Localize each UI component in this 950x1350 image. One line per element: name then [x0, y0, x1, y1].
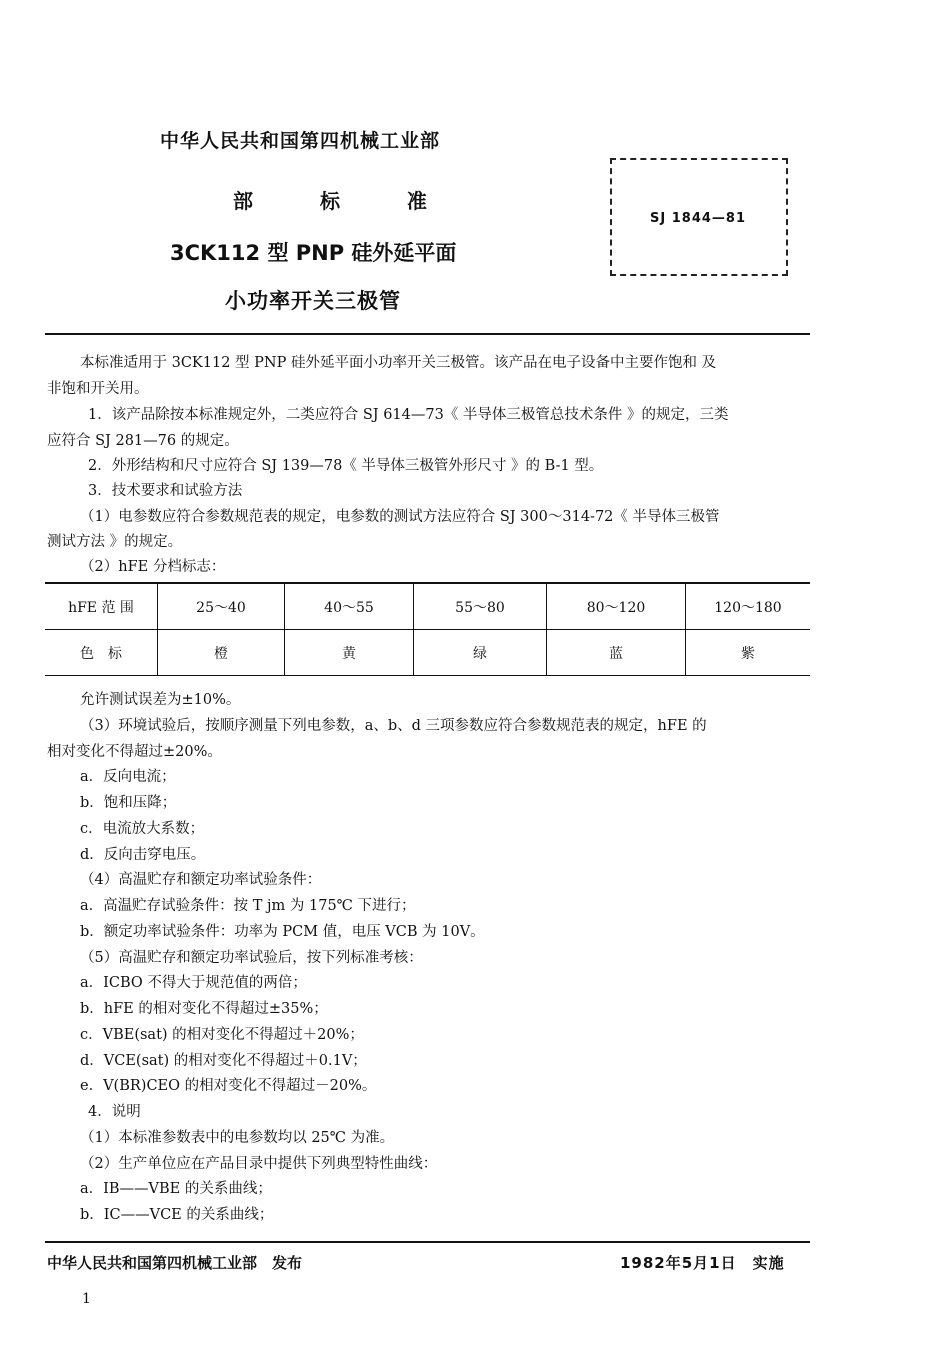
page-number: 1: [82, 1291, 91, 1307]
top-divider: [45, 333, 810, 335]
issuing-ministry: 中华人民共和国第四机械工业部: [160, 130, 441, 152]
bottom-divider: [45, 1241, 810, 1243]
title-line-1: 3CK112 型 PNP 硅外延平面: [170, 241, 457, 265]
table-cell: 25～40: [157, 584, 284, 629]
body-line: 允许测试误差为±10%。: [80, 692, 241, 708]
table-cell: 绿: [413, 630, 546, 675]
body-line: b．额定功率试验条件：功率为 PCM 值，电压 VCB 为 10V。: [80, 924, 485, 940]
body-line: 本标准适用于 3CK112 型 PNP 硅外延平面小功率开关三极管。该产品在电子设备中主要作饱和 及: [80, 355, 717, 371]
body-line: （2）hFE 分档标志：: [80, 559, 226, 575]
body-line: 2．外形结构和尺寸应符合 SJ 139—78《 半导体三极管外形尺寸 》的 B-1 型。: [88, 458, 604, 474]
table-cell: 120～180: [685, 584, 810, 629]
title-line-2: 小功率开关三极管: [225, 289, 401, 313]
body-line: 测试方法 》的规定。: [47, 534, 183, 550]
body-line: （4）高温贮存和额定功率试验条件：: [80, 872, 322, 888]
table-row: [45, 584, 810, 629]
body-line: a．反向电流；: [80, 769, 176, 785]
body-line: 1．该产品除按本标准规定外，二类应符合 SJ 614—73《 半导体三极管总技术条件 》的规定，三类: [88, 407, 729, 423]
body-line: 3．技术要求和试验方法: [88, 483, 243, 499]
table-cell: 色 标: [80, 645, 122, 662]
body-line: a．高温贮存试验条件：按 T jm 为 175℃ 下进行；: [80, 898, 416, 914]
body-line: （2）生产单位应在产品目录中提供下列典型特性曲线：: [80, 1156, 438, 1172]
body-line: b．hFE 的相对变化不得超过±35%；: [80, 1001, 328, 1017]
hfe-grade-table: [45, 582, 810, 676]
standard-number: SJ 1844—81: [650, 211, 746, 226]
table-cell: 黄: [284, 630, 413, 675]
table-cell: 80～120: [546, 584, 685, 629]
body-line: d．VCE(sat) 的相对变化不得超过＋0.1V；: [80, 1053, 367, 1069]
body-line: （1）本标准参数表中的电参数均以 25℃ 为准。: [80, 1130, 395, 1146]
body-line: a．ICBO 不得大于规范值的两倍；: [80, 975, 307, 991]
effective-date-line: 1982年5月1日 实施: [620, 1254, 785, 1272]
standard-type: 部 标 准: [233, 189, 457, 213]
table-cell: 55～80: [413, 584, 546, 629]
body-line: e．V(BR)CEO 的相对变化不得超过－20%。: [80, 1078, 377, 1094]
body-line: d．反向击穿电压。: [80, 847, 206, 863]
body-line: 4．说明: [88, 1104, 141, 1120]
body-line: （1）电参数应符合参数规范表的规定，电参数的测试方法应符合 SJ 300～314-72《 半导体三极管: [80, 509, 720, 525]
body-line: b．IC——VCE 的关系曲线；: [80, 1207, 274, 1223]
body-line: a．IB——VBE 的关系曲线；: [80, 1181, 272, 1197]
table-cell: 橙: [157, 630, 284, 675]
body-line: 相对变化不得超过±20%。: [47, 744, 222, 760]
table-cell: 蓝: [546, 630, 685, 675]
table-row: [45, 629, 810, 675]
body-line: b．饱和压降；: [80, 795, 177, 811]
body-line: 非饱和开关用。: [47, 381, 149, 397]
body-line: （3）环境试验后，按顺序测量下列电参数，a、b、d 三项参数应符合参数规范表的规定，hFE 的: [80, 718, 707, 734]
body-line: c．VBE(sat) 的相对变化不得超过＋20%；: [80, 1027, 364, 1043]
table-cell: 40～55: [284, 584, 413, 629]
body-line: c．电流放大系数；: [80, 821, 205, 837]
body-line: （5）高温贮存和额定功率试验后，按下列标准考核：: [80, 950, 423, 966]
publisher-line: 中华人民共和国第四机械工业部 发布: [47, 1254, 303, 1272]
body-line: 应符合 SJ 281—76 的规定。: [47, 433, 239, 449]
table-cell: hFE 范 围: [68, 599, 134, 616]
table-cell: 紫: [685, 630, 810, 675]
